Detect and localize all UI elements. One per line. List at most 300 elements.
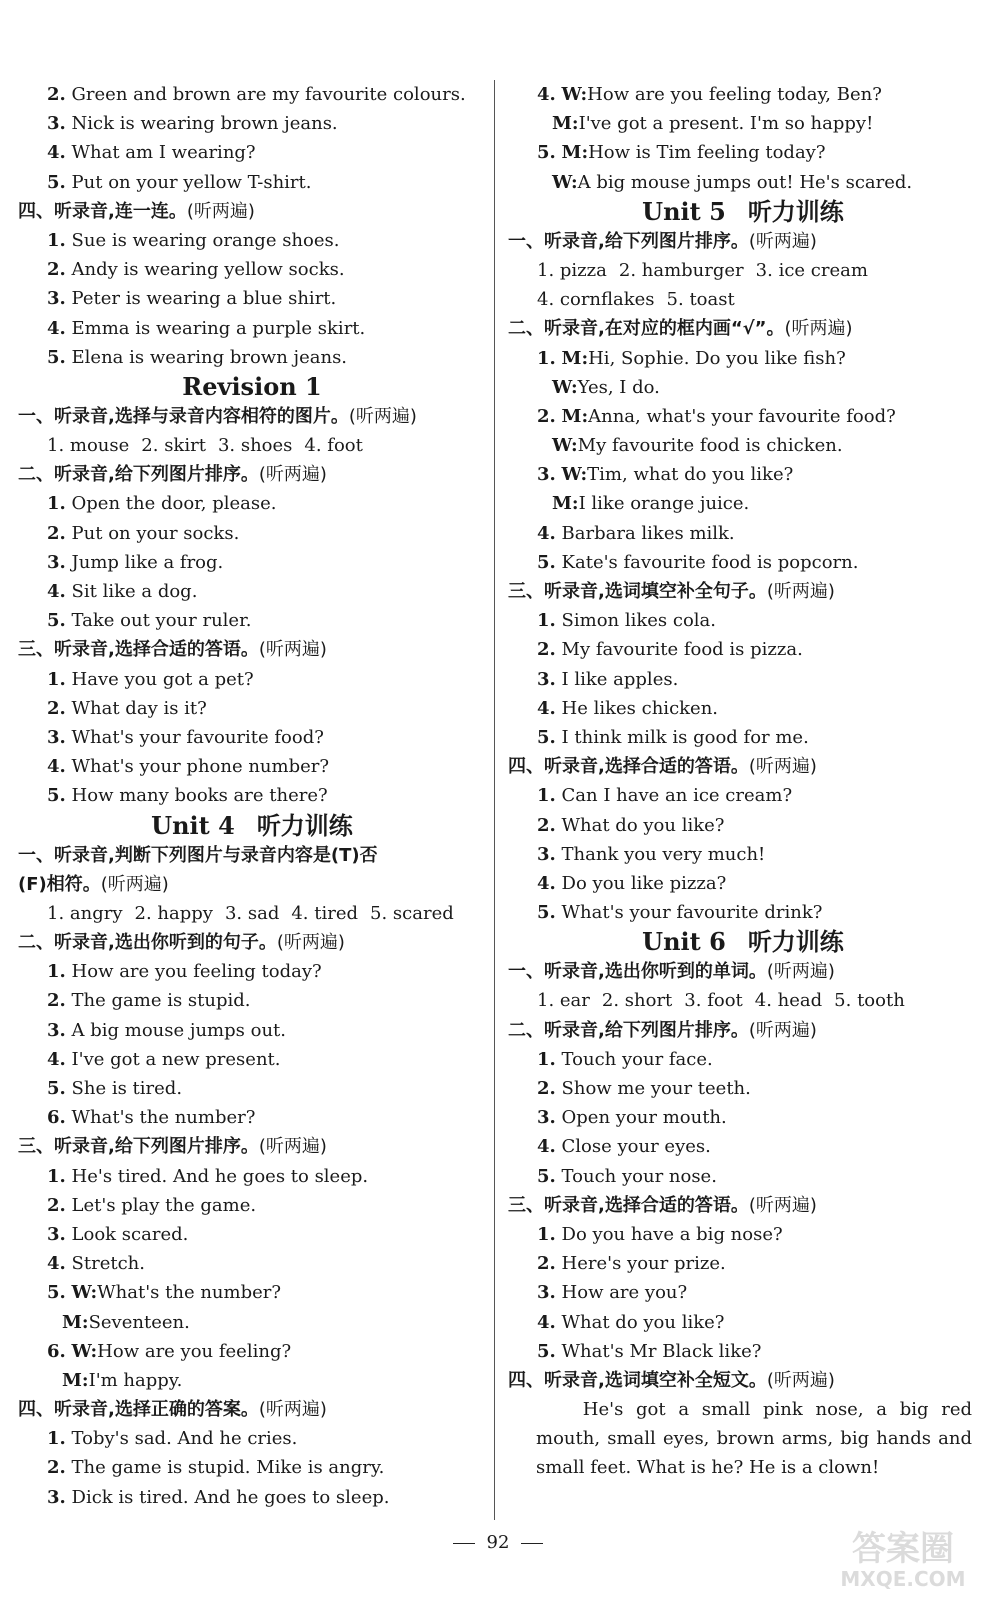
item-number: 4. [47,1253,66,1275]
item-number: 1. [47,229,66,251]
section-note: (听两遍) [748,1194,817,1216]
item-text: Put on your socks. [71,522,240,544]
item-number: 3. [537,464,556,486]
item-number: 2. [47,1194,66,1216]
list-item [508,80,978,109]
list-item [18,1074,486,1103]
item-text: I'm happy. [88,1369,183,1391]
speaker-label: W: [552,435,578,457]
section-heading [508,577,978,606]
item-number: 3. [537,1282,556,1304]
word-item: 2. hamburger [618,259,744,281]
speaker-label: W: [561,84,588,105]
word-item: 3. sad [224,902,280,924]
list-item [508,1103,978,1132]
section-instruction: 一、听录音,给下列图片排序。 [508,230,749,252]
section-note: (听两遍) [276,932,345,954]
item-text: How are you feeling today, Ben? [587,84,882,105]
item-number: 5. [537,1165,556,1187]
speaker-label: W: [552,171,578,193]
section-instruction: 四、听录音,选词填空补全短文。 [508,1369,767,1391]
item-text: Touch your face. [561,1048,713,1070]
word-list [508,285,978,314]
item-text: Sue is wearing orange shoes. [71,229,340,251]
item-text: Open your mouth. [561,1107,727,1129]
watermark-subtext: MXQE.COM [840,1567,966,1591]
item-number: 2. [47,990,66,1012]
unit-heading [18,372,486,402]
unit-heading [508,927,978,957]
list-item [18,752,486,781]
list-item [508,402,978,431]
item-number: 3. [47,1223,66,1245]
section-heading [18,870,486,899]
item-number: 5. [537,726,556,748]
item-text: Hi, Sophie. Do you like fish? [588,347,846,369]
list-item [508,138,978,167]
unit-heading [18,811,486,841]
list-item [18,723,486,752]
column-divider [494,80,495,1520]
item-text: Anna, what's your favourite food? [588,405,896,427]
section-note: (听两遍) [186,200,255,222]
item-number: 1. [537,785,556,807]
list-item [18,489,486,518]
list-item [18,255,486,284]
item-text: Can I have an ice cream? [561,785,793,807]
list-item [18,1191,486,1220]
list-item [508,1162,978,1191]
word-item: 4. cornflakes [537,289,655,311]
item-text: Look scared. [71,1223,189,1245]
word-item: 4. tired [291,902,359,924]
list-item [18,1337,486,1366]
list-item [18,80,486,109]
item-number: 3. [47,1486,66,1508]
dialogue-reply [18,1308,486,1337]
unit-heading [508,197,978,227]
item-text: Peter is wearing a blue shirt. [71,288,337,310]
item-text: Put on your yellow T-shirt. [71,171,312,193]
list-item [508,811,978,840]
section-note: (听两遍) [748,1019,817,1041]
item-text: How are you feeling today? [71,961,322,983]
item-number: 5. [537,1340,556,1362]
dialogue-reply [508,431,978,460]
item-text: A big mouse jumps out. [71,1019,286,1041]
list-item [18,1045,486,1074]
section-heading [508,227,978,256]
item-text: Sit like a dog. [71,581,198,602]
section-heading [18,1132,486,1161]
list-item [18,1424,486,1453]
list-item [508,781,978,810]
footer-dash-right [521,1543,543,1544]
list-item [18,1016,486,1045]
list-item [508,1278,978,1307]
item-text: What's the number? [97,1282,282,1304]
item-number: 5. [47,610,66,632]
item-number: 5. [47,346,66,368]
section-note: (听两遍) [100,873,169,895]
list-item [18,284,486,313]
section-heading [18,460,486,489]
item-text: Open the door, please. [71,493,277,515]
word-item: 1. angry [47,902,123,924]
item-number: 4. [537,84,556,105]
item-number: 2. [47,84,66,105]
section-note: (听两遍) [258,1399,327,1421]
item-number: 1. [47,493,66,515]
list-item [18,314,486,343]
section-heading [508,1366,978,1395]
list-item [508,1045,978,1074]
section-note: (听两遍) [748,756,817,778]
item-text: Nick is wearing brown jeans. [71,113,338,135]
item-number: 1. [537,1223,556,1245]
word-list [508,256,978,285]
list-item [18,1103,486,1132]
list-item [18,1278,486,1307]
speaker-label: W: [561,464,588,486]
list-item [508,548,978,577]
word-item: 1. mouse [47,435,130,457]
list-item [18,577,486,606]
list-item [18,548,486,577]
section-heading [18,197,486,226]
list-item [508,1132,978,1161]
list-item [18,986,486,1015]
item-text: My favourite food is chicken. [577,435,843,457]
word-list [18,899,486,928]
item-number: 1. [47,961,66,983]
word-item: 2. short [601,990,673,1012]
list-item [18,109,486,138]
speaker-label: M: [552,493,579,515]
list-item [18,665,486,694]
footer-dash-left [453,1543,475,1544]
list-item [508,606,978,635]
word-item: 5. tooth [834,990,905,1012]
item-number: 2. [47,697,66,719]
item-number: 3. [537,843,556,865]
section-note: (听两遍) [766,1369,835,1391]
item-number: 4. [47,317,66,339]
unit-heading-title: Revision 1 [182,371,322,401]
section-heading [18,402,486,431]
item-number: 1. [537,1048,556,1070]
section-note: (听两遍) [748,230,817,252]
list-item [18,138,486,167]
item-text: Kate's favourite food is popcorn. [561,551,859,573]
section-note: (听两遍) [784,318,853,340]
word-list [18,431,486,460]
section-instruction: 四、听录音,选择正确的答案。 [18,1399,259,1421]
section-note: (听两遍) [258,1136,327,1158]
section-note: (听两遍) [766,581,835,602]
item-text: My favourite food is pizza. [561,639,803,661]
item-number: 2. [47,259,66,281]
item-text: How are you? [561,1282,688,1304]
list-item [508,460,978,489]
item-number: 5. [47,1078,66,1099]
item-text: How are you feeling? [97,1340,292,1362]
section-heading [508,752,978,781]
item-text: Have you got a pet? [71,668,254,690]
item-text: What am I wearing? [71,142,256,164]
section-heading [508,1016,978,1045]
list-item [508,665,978,694]
speaker-label: M: [552,113,579,135]
list-item [18,606,486,635]
word-item: 3. ice cream [755,259,868,281]
list-item [508,1220,978,1249]
speaker-label: M: [62,1369,89,1391]
item-number: 6. [47,1107,66,1129]
section-heading [18,1395,486,1424]
item-number: 4. [47,1048,66,1070]
item-text: The game is stupid. [71,990,251,1012]
section-instruction: 二、听录音,给下列图片排序。 [18,464,259,486]
list-item [508,344,978,373]
item-text: What do you like? [561,1311,725,1333]
item-text: I like apples. [561,668,679,690]
item-number: 3. [47,726,66,748]
item-text: What's your favourite drink? [561,902,823,924]
item-text: How is Tim feeling today? [588,142,826,164]
section-heading [508,957,978,986]
speaker-label: M: [561,142,589,164]
section-instruction: 二、听录音,在对应的框内画“√”。 [508,318,785,340]
item-text: Here's your prize. [561,1253,726,1275]
list-item [508,1308,978,1337]
section-instruction: 一、听录音,选出你听到的单词。 [508,961,767,983]
watermark-logo-icon [818,1520,988,1594]
item-number: 4. [537,1136,556,1158]
item-text: Emma is wearing a purple skirt. [71,317,366,339]
section-instruction: 一、听录音,判断下列图片与录音内容是(T)否 [18,844,378,866]
section-instruction: 三、听录音,选择合适的答语。 [18,639,259,661]
item-number: 2. [537,814,556,836]
left-column [18,80,486,1512]
item-number: 4. [47,581,66,602]
item-text: Do you like pizza? [561,872,727,894]
item-text: Yes, I do. [577,376,660,398]
list-item [18,1249,486,1278]
section-heading [18,841,486,870]
section-instruction: 二、听录音,选出你听到的句子。 [18,932,277,954]
word-item: 5. scared [370,902,454,924]
word-item: 3. foot [684,990,743,1012]
item-number: 4. [47,756,66,778]
item-text: I've got a present. I'm so happy! [578,113,874,135]
item-text: Tim, what do you like? [587,464,794,486]
item-number: 1. [47,668,66,690]
list-item [508,869,978,898]
item-text: Barbara likes milk. [561,522,735,544]
item-number: 2. [47,1457,66,1479]
section-instruction: 二、听录音,给下列图片排序。 [508,1019,749,1041]
item-number: 2. [47,522,66,544]
section-note: (听两遍) [258,464,327,486]
item-text: What day is it? [71,697,207,719]
word-item: 2. skirt [141,435,206,457]
section-note: (听两遍) [348,405,417,427]
unit-heading-subtitle: 听力训练 [747,197,844,226]
right-column [508,80,978,1483]
unit-heading-subtitle: 听力训练 [747,928,844,957]
list-item [508,1249,978,1278]
list-item [18,343,486,372]
list-item [18,957,486,986]
item-text: What's the number? [71,1107,256,1129]
item-text: Close your eyes. [561,1136,711,1158]
item-number: 2. [537,639,556,661]
item-text: Do you have a big nose? [561,1223,783,1245]
item-text: What's Mr Black like? [561,1340,762,1362]
speaker-label: W: [71,1282,98,1304]
item-number: 5. [537,142,556,164]
item-text: Thank you very much! [561,843,766,865]
list-item [508,694,978,723]
item-number: 3. [47,288,66,310]
item-text: Take out your ruler. [71,610,252,632]
list-item [18,1483,486,1512]
item-number: 3. [47,1019,66,1041]
item-text: What's your favourite food? [71,726,324,748]
list-item [508,1337,978,1366]
item-number: 1. [537,347,556,369]
dialogue-reply [18,1366,486,1395]
item-text: Dick is tired. And he goes to sleep. [71,1486,390,1508]
item-text: A big mouse jumps out! He's scared. [577,171,913,193]
item-number: 5. [47,785,66,807]
list-item [508,635,978,664]
word-item: 4. head [754,990,823,1012]
passage-text: He's got a small pink nose, a big red mouth, small eyes, brown arms, big hands and small feet. What is he? He is a clown! [536,1399,972,1479]
item-text: I think milk is good for me. [561,726,809,748]
list-item [18,1220,486,1249]
item-number: 3. [537,668,556,690]
page-number: 92 [486,1532,510,1553]
item-text: He likes chicken. [561,697,719,719]
item-text: Simon likes cola. [561,610,716,632]
word-list [508,986,978,1015]
list-item [18,1453,486,1482]
word-item: 1. ear [537,990,590,1012]
word-item: 4. foot [304,435,363,457]
section-instruction: 四、听录音,连一连。 [18,200,187,222]
list-item [508,519,978,548]
item-text: He's tired. And he goes to sleep. [71,1165,369,1187]
item-text: What's your phone number? [71,756,330,778]
item-text: Let's play the game. [71,1194,257,1216]
item-number: 3. [537,1107,556,1129]
dialogue-reply [508,109,978,138]
list-item [18,1162,486,1191]
list-item [18,694,486,723]
section-note: (听两遍) [766,961,835,983]
item-text: Show me your teeth. [561,1078,751,1099]
section-instruction: 三、听录音,选择合适的答语。 [508,1194,749,1216]
item-number: 4. [47,142,66,164]
section-instruction: 一、听录音,选择与录音内容相符的图片。 [18,405,349,427]
section-heading [508,1191,978,1220]
item-number: 5. [537,902,556,924]
item-number: 4. [537,522,556,544]
unit-heading-title: Unit 4 [151,810,235,840]
unit-heading-title: Unit 6 [642,927,726,957]
section-instruction: 三、听录音,选词填空补全句子。 [508,581,767,602]
item-text: Elena is wearing brown jeans. [71,346,348,368]
speaker-label: W: [552,376,578,398]
speaker-label: W: [71,1340,98,1362]
unit-heading-subtitle: 听力训练 [256,811,353,840]
list-item [18,519,486,548]
item-number: 4. [537,872,556,894]
item-text: I've got a new present. [71,1048,281,1070]
list-item [508,840,978,869]
list-item [508,723,978,752]
item-number: 5. [537,551,556,573]
word-item: 5. toast [666,289,735,311]
item-number: 1. [47,1428,66,1450]
dialogue-reply [508,373,978,402]
list-item [18,168,486,197]
section-instruction: (F)相符。 [18,873,101,895]
item-text: What do you like? [561,814,725,836]
speaker-label: M: [561,405,589,427]
watermark-text: 答案圈 [852,1529,954,1569]
item-number: 3. [47,551,66,573]
section-heading [18,635,486,664]
item-number: 1. [47,1165,66,1187]
list-item [18,226,486,255]
item-number: 2. [537,1078,556,1099]
item-text: The game is stupid. Mike is angry. [71,1457,385,1479]
item-number: 5. [47,1282,66,1304]
item-number: 6. [47,1340,66,1362]
dialogue-reply [508,168,978,197]
section-instruction: 四、听录音,选择合适的答语。 [508,756,749,778]
item-text: Green and brown are my favourite colours. [71,84,466,105]
section-heading [508,314,978,343]
section-heading [18,928,486,957]
item-text: Andy is wearing yellow socks. [71,259,345,281]
item-number: 2. [537,1253,556,1275]
item-text: Toby's sad. And he cries. [71,1428,298,1450]
section-note: (听两遍) [258,639,327,661]
list-item [18,781,486,810]
item-text: She is tired. [71,1078,183,1099]
speaker-label: M: [561,347,589,369]
item-number: 4. [537,1311,556,1333]
item-text: Stretch. [71,1253,145,1275]
item-text: I like orange juice. [578,493,750,515]
list-item [508,898,978,927]
dialogue-reply [508,489,978,518]
list-item [508,1074,978,1103]
word-item: 1. pizza [537,259,607,281]
item-text: How many books are there? [71,785,328,807]
item-text: Jump like a frog. [71,551,224,573]
word-item: 2. happy [134,902,213,924]
item-number: 3. [47,113,66,135]
item-text: Seventeen. [88,1311,190,1333]
unit-heading-title: Unit 5 [642,196,726,226]
item-number: 4. [537,697,556,719]
speaker-label: M: [62,1311,89,1333]
